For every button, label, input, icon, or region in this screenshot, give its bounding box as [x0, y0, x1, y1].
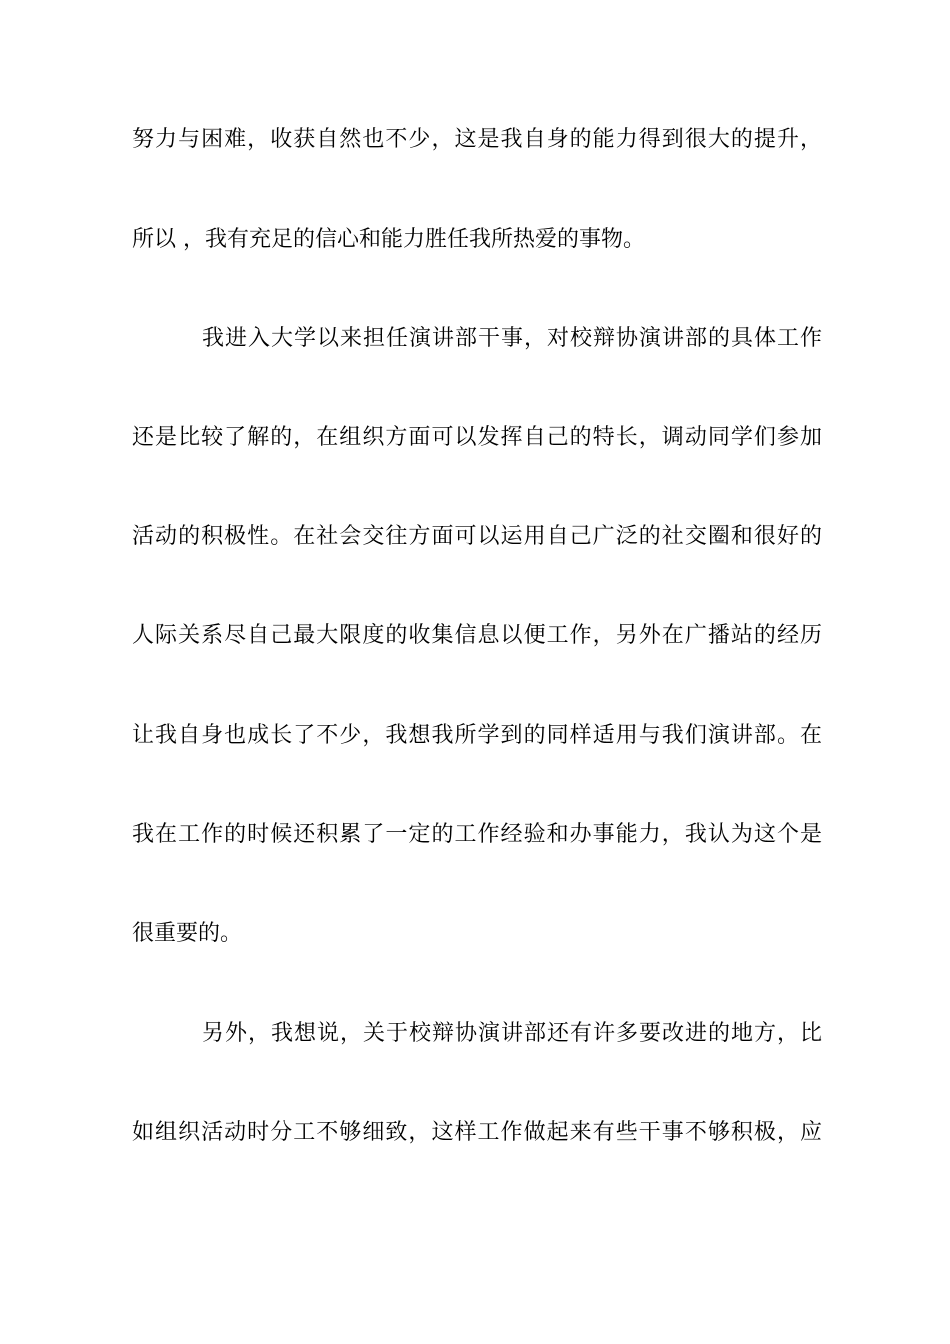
paragraph-line: 我在工作的时候还积累了一定的工作经验和办事能力，我认为这个是: [132, 822, 822, 847]
paragraph-line: 人际关系尽自己最大限度的收集信息以便工作，另外在广播站的经历: [132, 623, 822, 648]
paragraph-line: 活动的积极性。在社会交往方面可以运用自己广泛的社交圈和很好的: [132, 524, 822, 549]
paragraph-line: 还是比较了解的，在组织方面可以发挥自己的特长，调动同学们参加: [132, 425, 822, 450]
paragraph-line: 让我自身也成长了不少，我想我所学到的同样适用与我们演讲部。在: [132, 723, 822, 748]
paragraph-line: 努力与困难，收获自然也不少，这是我自身的能力得到很大的提升，: [132, 127, 822, 152]
paragraph-line: 如组织活动时分工不够细致，这样工作做起来有些干事不够积极，应: [132, 1120, 822, 1145]
paragraph-line: 另外，我想说，关于校辩协演讲部还有许多要改进的地方，比: [202, 1021, 822, 1046]
paragraph-line: 我进入大学以来担任演讲部干事，对校辩协演讲部的具体工作: [202, 326, 822, 351]
paragraph-line: 所以 ，我有充足的信心和能力胜任我所热爱的事物。: [132, 227, 645, 252]
paragraph-line: 很重要的。: [132, 921, 243, 946]
